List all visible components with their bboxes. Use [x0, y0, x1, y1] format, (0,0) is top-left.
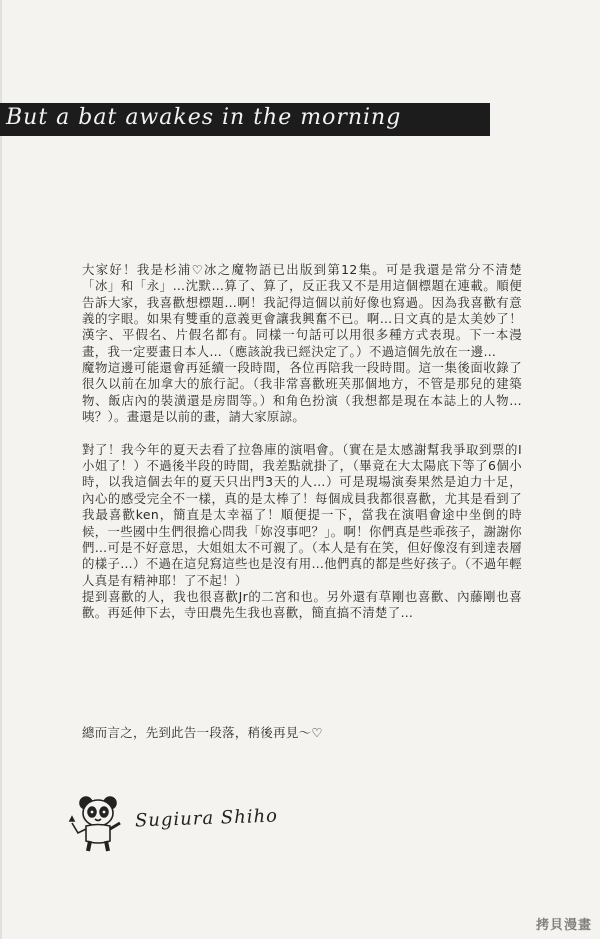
signature: Sugiura Shiho [134, 805, 279, 832]
paragraph: 魔物這邊可能還會再延續一段時間，各位再陪我一段時間。這一集後面收錄了很久以前在加拿大的旅行記。（我非常喜歡班芙那個地方，不管是那兒的建築物、飯店內的裝潢還是房間等。）和角色扮演（我想都是現在本誌上的人物…咦？）。畫還是以前的畫，請大家原諒。 [82, 360, 522, 425]
page-title: But a bat awakes in the morning [6, 105, 402, 130]
paragraph-spacer [82, 425, 522, 441]
watermark: 拷貝漫畫 [535, 918, 592, 933]
title-banner [0, 103, 490, 136]
body-text [82, 262, 522, 622]
paragraph: 提到喜歡的人，我也很喜歡Jr的二宮和也。另外還有草剛也喜歡、內藤剛也喜歡。再延伸下去，寺田農先生我也喜歡，簡直搞不清楚了… [82, 588, 522, 621]
closing-line: 總而言之，先到此告一段落，稍後再見～♡ [82, 725, 323, 740]
paragraph: 對了！我今年的夏天去看了拉魯庫的演唱會。（實在是太感謝幫我爭取到票的I小姐了！）不過後半段的時間，我差點就掛了，（畢竟在大太陽底下等了6個小時，以我這個去年的夏天只出門3天的人…）可是現場演奏果然是迫力十足，內心的感受完全不一樣，真的是太棒了！每個成員我都很喜歡，尤其是看到了我最喜歡ken，簡直是太幸福了！順便提一下，當我在演唱會途中坐倒的時候，一些國中生們很擔心問我「妳沒事吧？」。啊！你們真是些乖孩子，謝謝你們…可是不好意思，大姐姐太不可親了。（本人是有在笑，但好像沒有到達表層的樣子…）不過在這兒寫這些也是沒有用…他們真的都是些好孩子。（不過年輕人真是有精神耶！了不起！） [82, 441, 522, 588]
panda-illustration [68, 793, 130, 857]
paragraph: 大家好！我是杉浦♡冰之魔物語已出版到第12集。可是我還是常分不清楚「冰」和「永」…沈默…算了、算了，反正我又不是用這個標題在連載。順便告訴大家，我喜歡想標題…啊！我記得這個以前好像也寫過。因為我喜歡有意義的字眼。如果有雙重的意義更會讓我興奮不已。啊…日文真的是太美妙了！漢字、平假名、片假名都有。同樣一句話可以用很多種方式表現。下一本漫畫，我一定要畫日本人…（應該說我已經決定了。）不過這個先放在一邊… [82, 262, 522, 359]
